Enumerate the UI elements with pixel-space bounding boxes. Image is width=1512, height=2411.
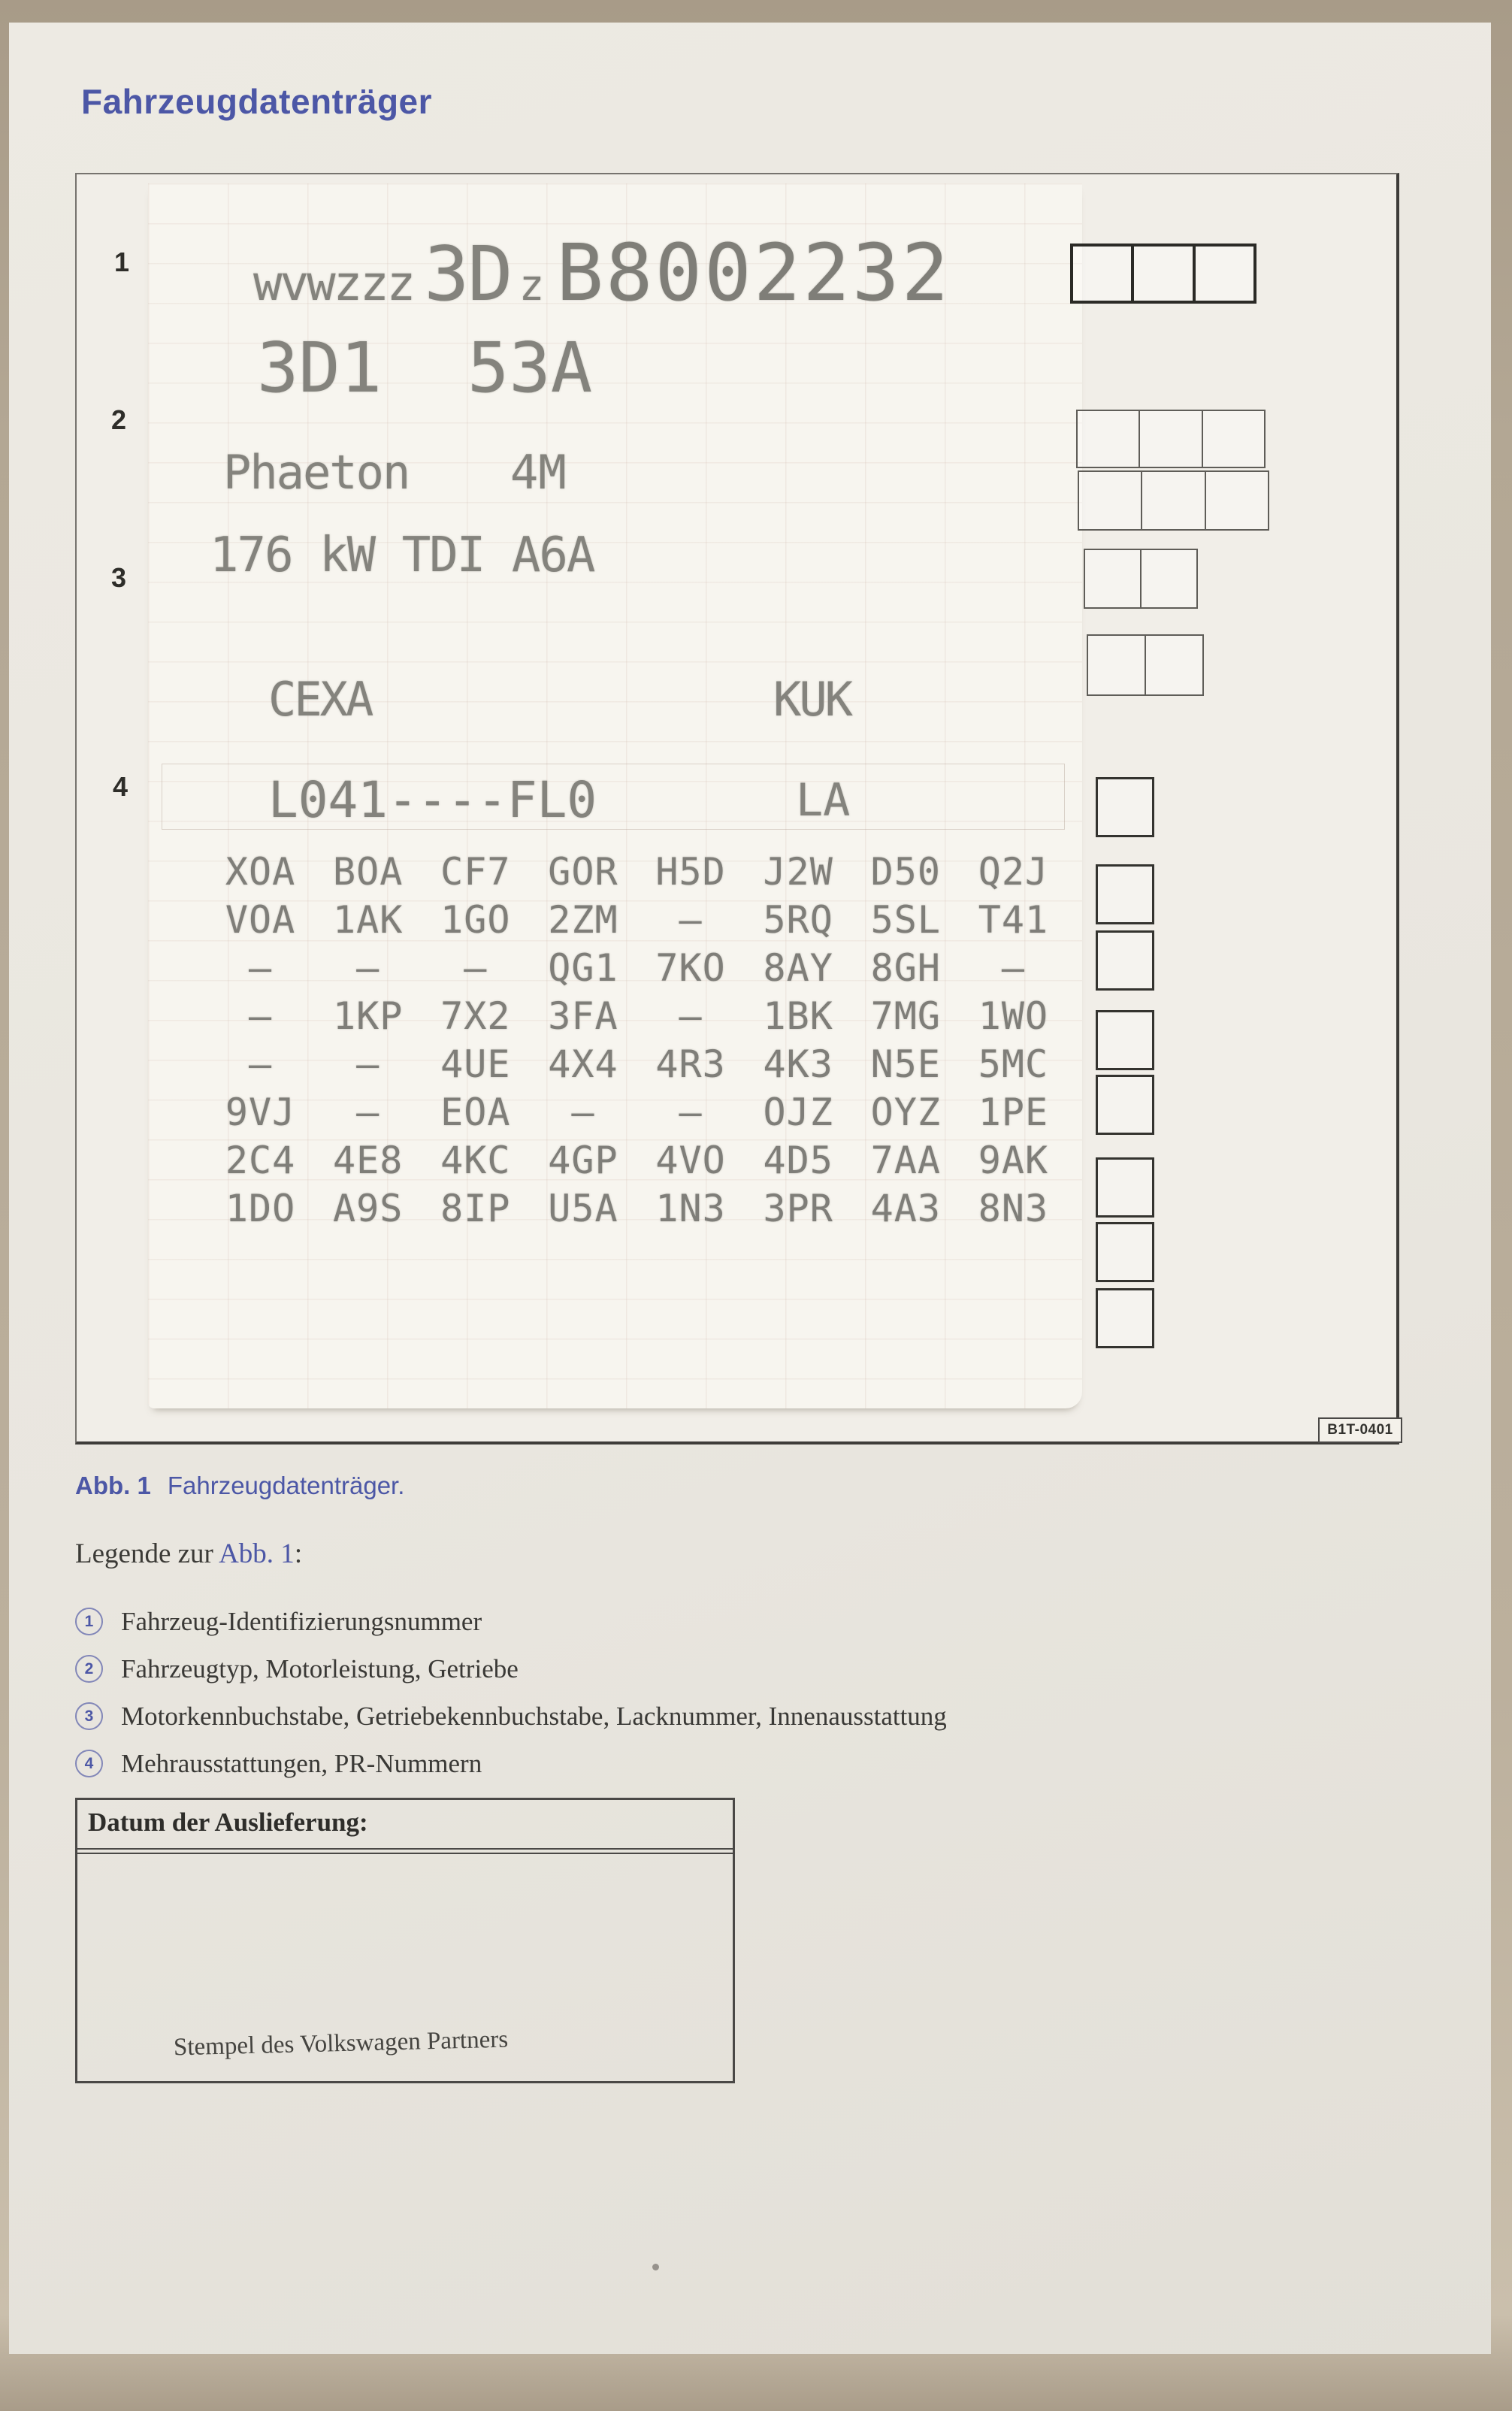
pr-number-grid bbox=[207, 849, 1067, 1231]
pr-code: T41 bbox=[978, 898, 1049, 942]
empty-box bbox=[1096, 1157, 1154, 1218]
model-name: Phaeton bbox=[223, 445, 410, 500]
checkbox-cell bbox=[1088, 636, 1145, 694]
pr-code: GOR bbox=[548, 850, 618, 894]
pr-code: 5RQ bbox=[763, 898, 833, 942]
delivery-date-box bbox=[75, 1798, 735, 2083]
paint-code: L041----FL0 bbox=[268, 771, 597, 829]
legend-item-number: 1 bbox=[75, 1608, 103, 1635]
checkbox-cell bbox=[1139, 411, 1201, 467]
pr-code: XOA bbox=[225, 850, 296, 894]
empty-box bbox=[1096, 864, 1154, 924]
pr-code: 8N3 bbox=[978, 1187, 1049, 1230]
pr-code: D50 bbox=[870, 850, 941, 894]
legend-item-text: Fahrzeugtyp, Motorleistung, Getriebe bbox=[121, 1653, 519, 1683]
vin-serial: B8002232 bbox=[556, 227, 951, 319]
legend-item bbox=[75, 1645, 947, 1693]
legend-figure-ref: Abb. 1 bbox=[219, 1538, 295, 1569]
pr-code: 4X4 bbox=[548, 1042, 618, 1086]
empty-box bbox=[1096, 1010, 1154, 1070]
empty-box bbox=[1096, 1222, 1154, 1282]
checkbox-strip bbox=[1076, 410, 1266, 468]
pr-code: 7MG bbox=[870, 994, 941, 1038]
pr-code: – bbox=[679, 994, 703, 1038]
pr-code: 9VJ bbox=[225, 1091, 296, 1134]
checkbox-strip bbox=[1078, 470, 1269, 531]
pr-code: 1N3 bbox=[655, 1187, 726, 1230]
pr-code: EOA bbox=[440, 1091, 511, 1134]
checkbox-cell bbox=[1205, 472, 1268, 529]
vehicle-data-sticker-figure bbox=[75, 173, 1399, 1444]
row-marker-4: 4 bbox=[113, 771, 129, 802]
pr-code: 5MC bbox=[978, 1042, 1049, 1086]
checkbox-cell bbox=[1073, 247, 1131, 301]
pr-code: 1GO bbox=[440, 898, 511, 942]
pr-code: BOA bbox=[333, 850, 404, 894]
pr-code: – bbox=[679, 1091, 703, 1134]
pr-code: 8GH bbox=[870, 946, 941, 990]
checkbox-strip bbox=[1084, 549, 1198, 609]
pr-code: 8IP bbox=[440, 1187, 511, 1230]
legend-item-text: Mehrausstattungen, PR-Nummern bbox=[121, 1748, 482, 1778]
checkbox-cell bbox=[1078, 411, 1139, 467]
legend-item-text: Motorkennbuchstabe, Getriebekennbuchstabe, Lacknummer, Innenausstattung bbox=[121, 1701, 947, 1731]
pr-code: – bbox=[249, 946, 273, 990]
row-marker-2: 2 bbox=[111, 404, 127, 435]
figure-caption bbox=[75, 1472, 404, 1500]
caption-label: Abb. 1 bbox=[75, 1472, 151, 1499]
checkbox-strip bbox=[1070, 244, 1256, 304]
pr-code: 7KO bbox=[655, 946, 726, 990]
empty-box bbox=[1096, 1075, 1154, 1135]
pr-code: – bbox=[249, 994, 273, 1038]
pr-code: 7AA bbox=[870, 1139, 941, 1182]
legend-item bbox=[75, 1598, 947, 1645]
engine-power-line: 176 kW TDI A6A bbox=[210, 528, 594, 583]
empty-box bbox=[1096, 777, 1154, 837]
gearbox-code: 4M bbox=[510, 445, 567, 500]
vehicle-data-sticker bbox=[148, 183, 1082, 1408]
pr-code: 1BK bbox=[763, 994, 833, 1038]
checkbox-cell bbox=[1131, 247, 1192, 301]
pr-code: 2C4 bbox=[225, 1139, 296, 1182]
pr-code: 4UE bbox=[440, 1042, 511, 1086]
vin-line bbox=[253, 227, 951, 319]
pr-code: 5SL bbox=[870, 898, 941, 942]
transmission-code: KUK bbox=[773, 672, 851, 727]
pr-code: 2ZM bbox=[548, 898, 618, 942]
checkbox-cell bbox=[1140, 550, 1196, 607]
sales-code: 53A bbox=[467, 328, 593, 408]
pr-code: – bbox=[356, 1042, 380, 1086]
delivery-box-rule bbox=[77, 1848, 733, 1854]
legend-list bbox=[75, 1598, 947, 1787]
empty-box bbox=[1096, 1288, 1154, 1348]
interior-code: LA bbox=[796, 774, 851, 827]
caption-text: Fahrzeugdatenträger. bbox=[167, 1472, 405, 1499]
pr-code: 4E8 bbox=[333, 1139, 404, 1182]
page-title: Fahrzeugdatenträger bbox=[81, 82, 433, 121]
pr-code: VOA bbox=[225, 898, 296, 942]
engine-code: CEXA bbox=[268, 672, 372, 727]
vin-prefix: wvwzzz bbox=[253, 256, 414, 312]
checkbox-cell bbox=[1141, 472, 1204, 529]
pr-code: – bbox=[1001, 946, 1025, 990]
stamp-label: Stempel des Volkswagen Partners bbox=[173, 2025, 509, 2062]
legend-item-number: 2 bbox=[75, 1655, 103, 1683]
pr-code: 1DO bbox=[225, 1187, 296, 1230]
empty-box bbox=[1096, 930, 1154, 991]
delivery-box-title: Datum der Auslieferung: bbox=[88, 1807, 368, 1837]
pr-code: 3PR bbox=[763, 1187, 833, 1230]
legend-heading bbox=[75, 1538, 302, 1570]
type-code: 3D1 bbox=[257, 328, 383, 408]
checkbox-cell bbox=[1145, 636, 1202, 694]
pr-code: 4VO bbox=[655, 1139, 726, 1182]
vin-type-code: 3D bbox=[424, 230, 512, 318]
row-marker-3: 3 bbox=[111, 562, 127, 593]
pr-code: – bbox=[356, 1091, 380, 1134]
checkbox-cell bbox=[1193, 247, 1253, 301]
pr-code: N5E bbox=[870, 1042, 941, 1086]
pr-code: – bbox=[571, 1091, 595, 1134]
pr-code: 7X2 bbox=[440, 994, 511, 1038]
pr-code: Q2J bbox=[978, 850, 1049, 894]
pr-code: 1WO bbox=[978, 994, 1049, 1038]
legend-item bbox=[75, 1693, 947, 1740]
pr-code: – bbox=[249, 1042, 273, 1086]
legend-item-number: 4 bbox=[75, 1750, 103, 1777]
pr-code: – bbox=[679, 898, 703, 942]
legend-item-text: Fahrzeug-Identifizierungsnummer bbox=[121, 1606, 482, 1636]
pr-code: 8AY bbox=[763, 946, 833, 990]
pr-code: – bbox=[464, 946, 488, 990]
legend-item bbox=[75, 1740, 947, 1787]
checkbox-cell bbox=[1079, 472, 1141, 529]
pr-code: OJZ bbox=[763, 1091, 833, 1134]
pr-code: OYZ bbox=[870, 1091, 941, 1134]
pr-code: 4KC bbox=[440, 1139, 511, 1182]
pr-code: 3FA bbox=[548, 994, 618, 1038]
legend-heading-prefix: Legende zur bbox=[75, 1538, 219, 1569]
pr-code: 4GP bbox=[548, 1139, 618, 1182]
checkbox-cell bbox=[1202, 411, 1264, 467]
pr-code: 4K3 bbox=[763, 1042, 833, 1086]
pr-code: 1KP bbox=[333, 994, 404, 1038]
page bbox=[9, 23, 1491, 2354]
pr-code: U5A bbox=[548, 1187, 618, 1230]
pr-code: QG1 bbox=[548, 946, 618, 990]
pr-code: CF7 bbox=[440, 850, 511, 894]
checkbox-strip bbox=[1087, 634, 1204, 696]
pr-code: 1AK bbox=[333, 898, 404, 942]
checkbox-cell bbox=[1085, 550, 1140, 607]
figure-code-badge: B1T-0401 bbox=[1318, 1417, 1402, 1443]
legend-item-number: 3 bbox=[75, 1702, 103, 1730]
pr-code: 4R3 bbox=[655, 1042, 726, 1086]
pr-code: J2W bbox=[763, 850, 833, 894]
pr-code: 9AK bbox=[978, 1139, 1049, 1182]
pr-code: A9S bbox=[333, 1187, 404, 1230]
legend-heading-suffix: : bbox=[294, 1538, 303, 1569]
pr-code: 4A3 bbox=[870, 1187, 941, 1230]
page-speck bbox=[652, 2264, 659, 2270]
row-marker-1: 1 bbox=[114, 247, 130, 277]
pr-code: 4D5 bbox=[763, 1139, 833, 1182]
pr-code: 1PE bbox=[978, 1091, 1049, 1134]
pr-code: – bbox=[356, 946, 380, 990]
vin-fill-char: z bbox=[519, 262, 545, 310]
pr-code: H5D bbox=[655, 850, 726, 894]
